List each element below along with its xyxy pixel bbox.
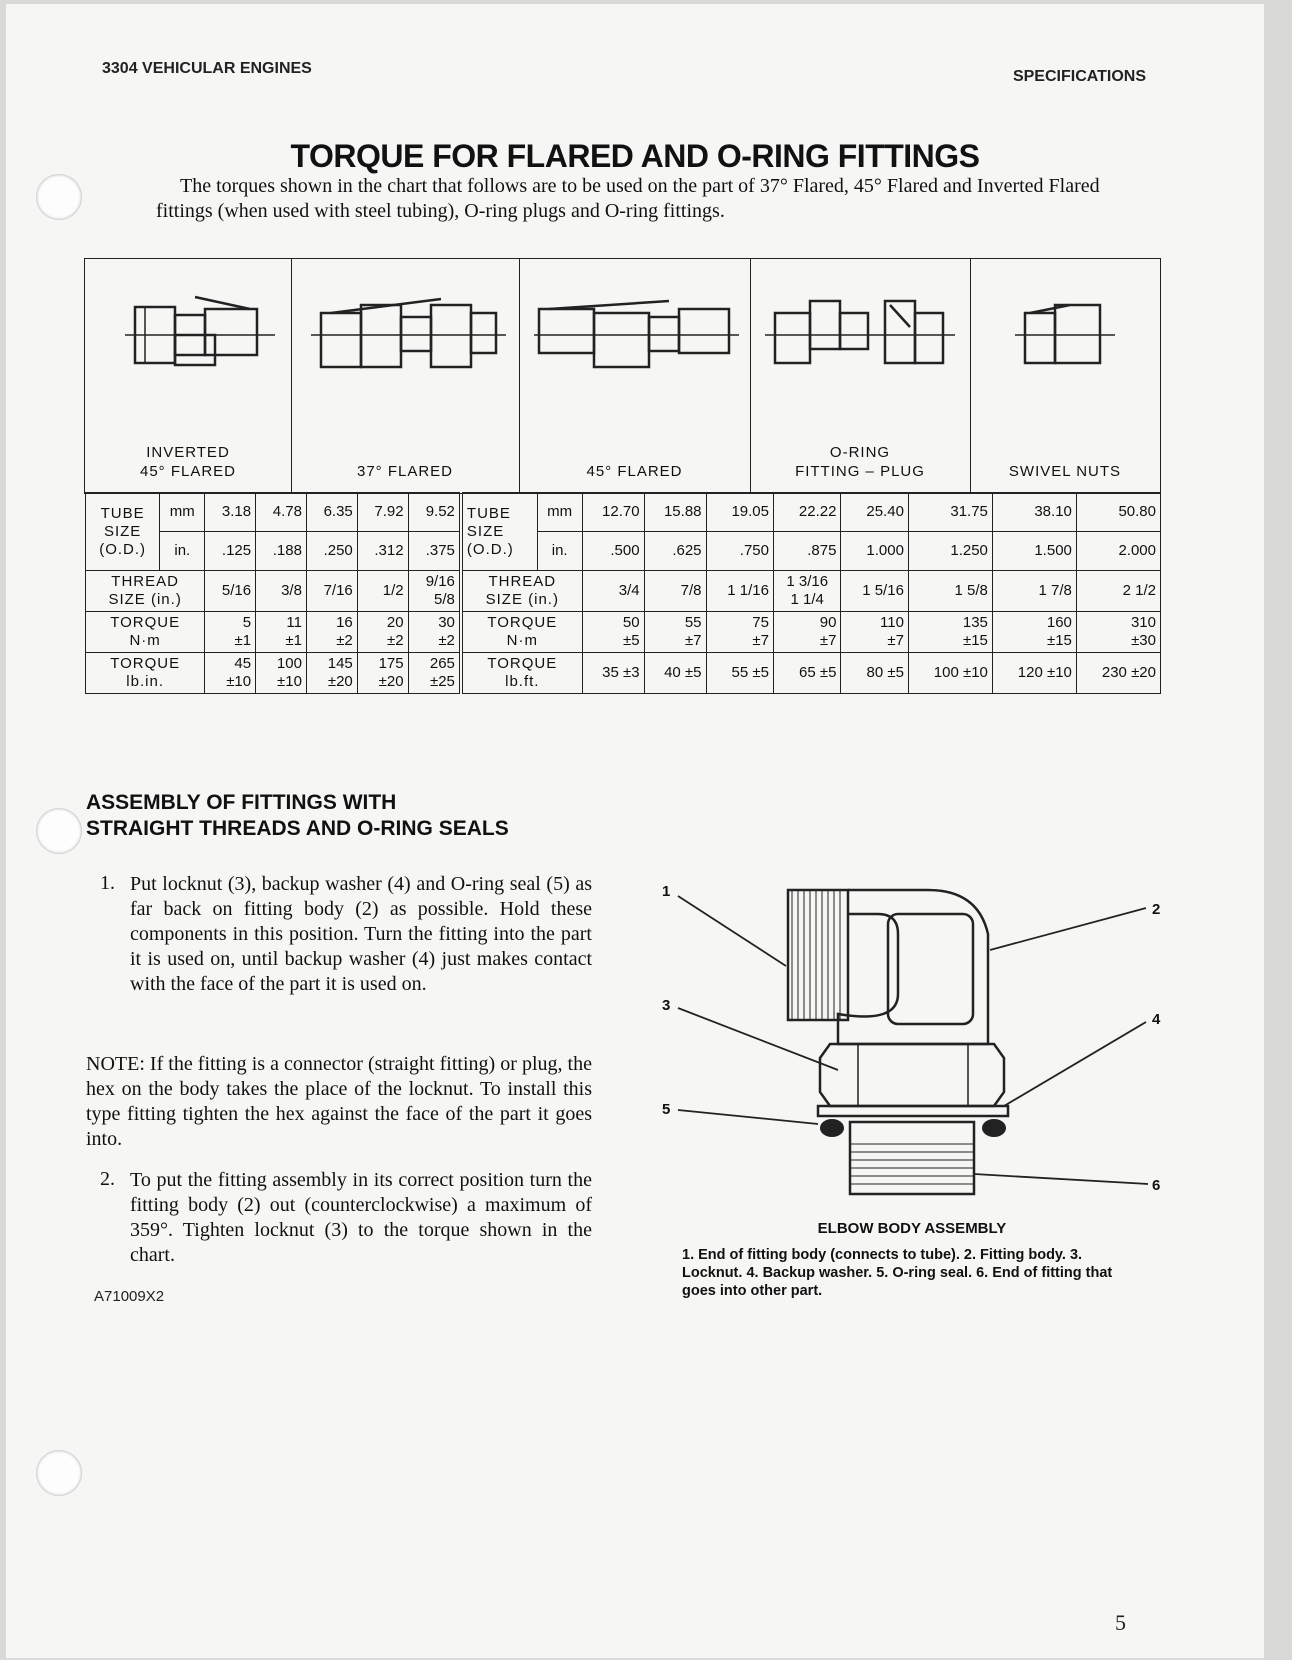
table-row-torque-lb <box>86 653 1161 694</box>
cell-r-nm-4: 110 ±7 <box>841 612 908 653</box>
cell-l-mm-3: 7.92 <box>357 493 408 532</box>
fitting-column-swivel <box>970 259 1160 493</box>
label-45-flared: 45° FLARED <box>586 463 683 480</box>
cell-r-in-6: 1.500 <box>992 532 1076 571</box>
binder-hole <box>36 174 82 220</box>
cell-r-in-1: .625 <box>644 532 706 571</box>
step-number: 1. <box>100 872 115 894</box>
cell-r-nm-7: 310 ±30 <box>1076 612 1160 653</box>
cell-r-thread-7: 2 1/2 <box>1076 571 1160 612</box>
cell-r-thread-0: 3/4 <box>582 571 644 612</box>
cell-r-mm-5: 31.75 <box>908 493 992 532</box>
figure-legend: 1. End of fitting body (connects to tube). 2. Fitting body. 3. Locknut. 4. Backup washer. 5. O-ring seal. 6. End of fitting that goes into other part. <box>682 1247 1113 1299</box>
cell-r-mm-3: 22.22 <box>773 493 840 532</box>
fitting-end <box>850 1122 974 1194</box>
document-page <box>6 4 1264 1658</box>
figure-caption: ELBOW BODY ASSEMBLY <box>817 1220 1007 1237</box>
step-2-text: To put the fitting assembly in its correct position turn the fitting body (2) out (counterclockwise) a maximum of 359°. Tighten locknut (3) to the torque shown in the chart. <box>130 1169 592 1266</box>
cell-r-in-5: 1.250 <box>908 532 992 571</box>
cell-r-lb-1: 40 ±5 <box>644 653 706 694</box>
flare-45-fitting-icon <box>519 287 750 387</box>
running-header-right: SPECIFICATIONS <box>1012 68 1146 85</box>
unit-mm: mm <box>160 493 205 532</box>
cell-r-thread-1: 7/8 <box>644 571 706 612</box>
row-header-tube-right: TUBE SIZE (O.D.) <box>461 493 537 571</box>
row-header-tube: TUBE SIZE (O.D.) <box>86 493 160 571</box>
cell-r-thread-6: 1 7/8 <box>992 571 1076 612</box>
cell-l-in-4: .375 <box>408 532 461 571</box>
cell-r-mm-4: 25.40 <box>841 493 908 532</box>
table-row-tube-mm <box>86 493 1161 532</box>
callout-3: 3 <box>662 997 671 1014</box>
cell-l-in-2: .250 <box>306 532 357 571</box>
cell-r-lb-0: 35 ±3 <box>582 653 644 694</box>
tube-end <box>788 890 848 1020</box>
cell-l-thread-3: 1/2 <box>357 571 408 612</box>
inverted-flare-fitting-icon <box>85 287 291 387</box>
elbow-body-assembly-diagram <box>658 874 1178 1204</box>
cell-l-in-3: .312 <box>357 532 408 571</box>
step-1-text: Put locknut (3), backup washer (4) and O-ring seal (5) as far back on fitting body (2) as possible. Hold these components in this position. Turn the fitting into the part it is used on, until backup washer (4) just makes contact with the face of the part it is used on. <box>130 873 592 995</box>
cell-l-mm-0: 3.18 <box>205 493 256 532</box>
cell-l-in-0: .125 <box>205 532 256 571</box>
cell-r-mm-7: 50.80 <box>1076 493 1160 532</box>
table-row-thread <box>86 571 1161 612</box>
document-id: A71009X2 <box>94 1288 165 1305</box>
callout-4: 4 <box>1152 1011 1161 1028</box>
cell-r-lb-3: 65 ±5 <box>773 653 840 694</box>
intro-paragraph: The torques shown in the chart that follows are to be used on the part of 37° Flared, 45° Flared and Inverted Flared fittings (when used with steel tubing), O-ring plugs and O-ring fittings. <box>156 175 1100 222</box>
cell-l-lb-4: 265 ±25 <box>408 653 461 694</box>
row-header-torque-lbin: TORQUE lb.in. <box>86 653 205 694</box>
callout-5: 5 <box>662 1101 671 1118</box>
cell-l-nm-1: 11 ±1 <box>256 612 307 653</box>
label-inverted: INVERTED <box>146 444 230 461</box>
cell-r-nm-0: 50 ±5 <box>582 612 644 653</box>
cell-r-nm-2: 75 ±7 <box>706 612 773 653</box>
label-37-flared: 37° FLARED <box>356 463 454 480</box>
cell-r-in-0: .500 <box>582 532 644 571</box>
cell-r-lb-7: 230 ±20 <box>1076 653 1160 694</box>
callout-6: 6 <box>1152 1177 1161 1194</box>
cell-l-nm-2: 16 ±2 <box>306 612 357 653</box>
fitting-column-inverted <box>85 259 292 493</box>
cell-l-thread-0: 5/16 <box>205 571 256 612</box>
cell-r-thread-4: 1 5/16 <box>841 571 908 612</box>
unit-mm-right: mm <box>537 493 582 532</box>
cell-r-thread-3: 1 3/16 1 1/4 <box>773 571 840 612</box>
callout-2: 2 <box>1152 901 1161 918</box>
page-title: TORQUE FOR FLARED AND O-RING FITTINGS <box>290 138 980 174</box>
cell-r-nm-5: 135 ±15 <box>908 612 992 653</box>
fitting-column-37 <box>291 259 520 493</box>
row-header-thread-right: THREAD SIZE (in.) <box>461 571 582 612</box>
cell-r-mm-2: 19.05 <box>706 493 773 532</box>
oring-plug-fitting-icon <box>750 287 970 387</box>
cell-r-thread-2: 1 1/16 <box>706 571 773 612</box>
page-number: 5 <box>1115 1610 1126 1635</box>
section-heading: ASSEMBLY OF FITTINGS WITH STRAIGHT THREADS AND O-RING SEALS <box>86 791 509 840</box>
locknut <box>820 1044 1004 1106</box>
row-header-torque-nm-right: TORQUE N·m <box>461 612 582 653</box>
cell-l-lb-3: 175 ±20 <box>357 653 408 694</box>
cell-r-mm-0: 12.70 <box>582 493 644 532</box>
cell-l-in-1: .188 <box>256 532 307 571</box>
cell-l-mm-1: 4.78 <box>256 493 307 532</box>
cell-r-in-7: 2.000 <box>1076 532 1160 571</box>
cell-r-in-3: .875 <box>773 532 840 571</box>
cell-l-mm-2: 6.35 <box>306 493 357 532</box>
row-header-thread: THREAD SIZE (in.) <box>86 571 205 612</box>
table-row-tube-in <box>86 532 1161 571</box>
label-swivel-nuts: SWIVEL NUTS <box>1008 463 1122 480</box>
cell-r-in-4: 1.000 <box>841 532 908 571</box>
fitting-column-45 <box>519 259 751 493</box>
cell-l-lb-0: 45 ±10 <box>205 653 256 694</box>
cell-r-mm-6: 38.10 <box>992 493 1076 532</box>
cell-r-in-2: .750 <box>706 532 773 571</box>
cell-l-lb-2: 145 ±20 <box>306 653 357 694</box>
torque-table <box>85 492 1161 694</box>
unit-in-right: in. <box>537 532 582 571</box>
cell-r-lb-5: 100 ±10 <box>908 653 992 694</box>
cell-l-mm-4: 9.52 <box>408 493 461 532</box>
running-header-left: 3304 VEHICULAR ENGINES <box>102 60 312 77</box>
cell-l-thread-2: 7/16 <box>306 571 357 612</box>
swivel-nut-icon <box>970 287 1160 387</box>
cell-l-lb-1: 100 ±10 <box>256 653 307 694</box>
cell-r-lb-4: 80 ±5 <box>841 653 908 694</box>
table-row-torque-nm <box>86 612 1161 653</box>
cell-l-nm-4: 30 ±2 <box>408 612 461 653</box>
label-oring: O-RING <box>829 444 891 461</box>
cell-r-lb-6: 120 ±10 <box>992 653 1076 694</box>
flare-37-fitting-icon <box>291 287 519 387</box>
binder-hole <box>36 808 82 854</box>
fitting-column-oring <box>750 259 971 493</box>
oring-seal <box>982 1119 1006 1137</box>
cell-l-thread-4: 9/16 5/8 <box>408 571 461 612</box>
oring-seal <box>820 1119 844 1137</box>
cell-l-nm-3: 20 ±2 <box>357 612 408 653</box>
thread-lines <box>792 890 974 1184</box>
fitting-illustrations <box>84 258 1161 494</box>
label-inverted-angle: 45° FLARED <box>139 463 237 480</box>
label-oring-plug: FITTING – PLUG <box>795 463 925 480</box>
backup-washer <box>818 1106 1008 1116</box>
callout-leaders <box>678 896 1148 1184</box>
callout-1: 1 <box>662 883 671 900</box>
row-header-torque-nm: TORQUE N·m <box>86 612 205 653</box>
cell-r-nm-6: 160 ±15 <box>992 612 1076 653</box>
step-number: 2. <box>100 1168 115 1190</box>
row-header-torque-lbft: TORQUE lb.ft. <box>461 653 582 694</box>
cell-r-lb-2: 55 ±5 <box>706 653 773 694</box>
cell-l-thread-1: 3/8 <box>256 571 307 612</box>
note-paragraph: NOTE: If the fitting is a connector (straight fitting) or plug, the hex on the body takes the place of the locknut. To install this type fitting tighten the hex against the face of the part it goes into. <box>86 1053 592 1150</box>
cell-r-thread-5: 1 5/8 <box>908 571 992 612</box>
cell-r-nm-1: 55 ±7 <box>644 612 706 653</box>
binder-hole <box>36 1450 82 1496</box>
cell-l-nm-0: 5 ±1 <box>205 612 256 653</box>
cell-r-nm-3: 90 ±7 <box>773 612 840 653</box>
cell-r-mm-1: 15.88 <box>644 493 706 532</box>
unit-in: in. <box>160 532 205 571</box>
